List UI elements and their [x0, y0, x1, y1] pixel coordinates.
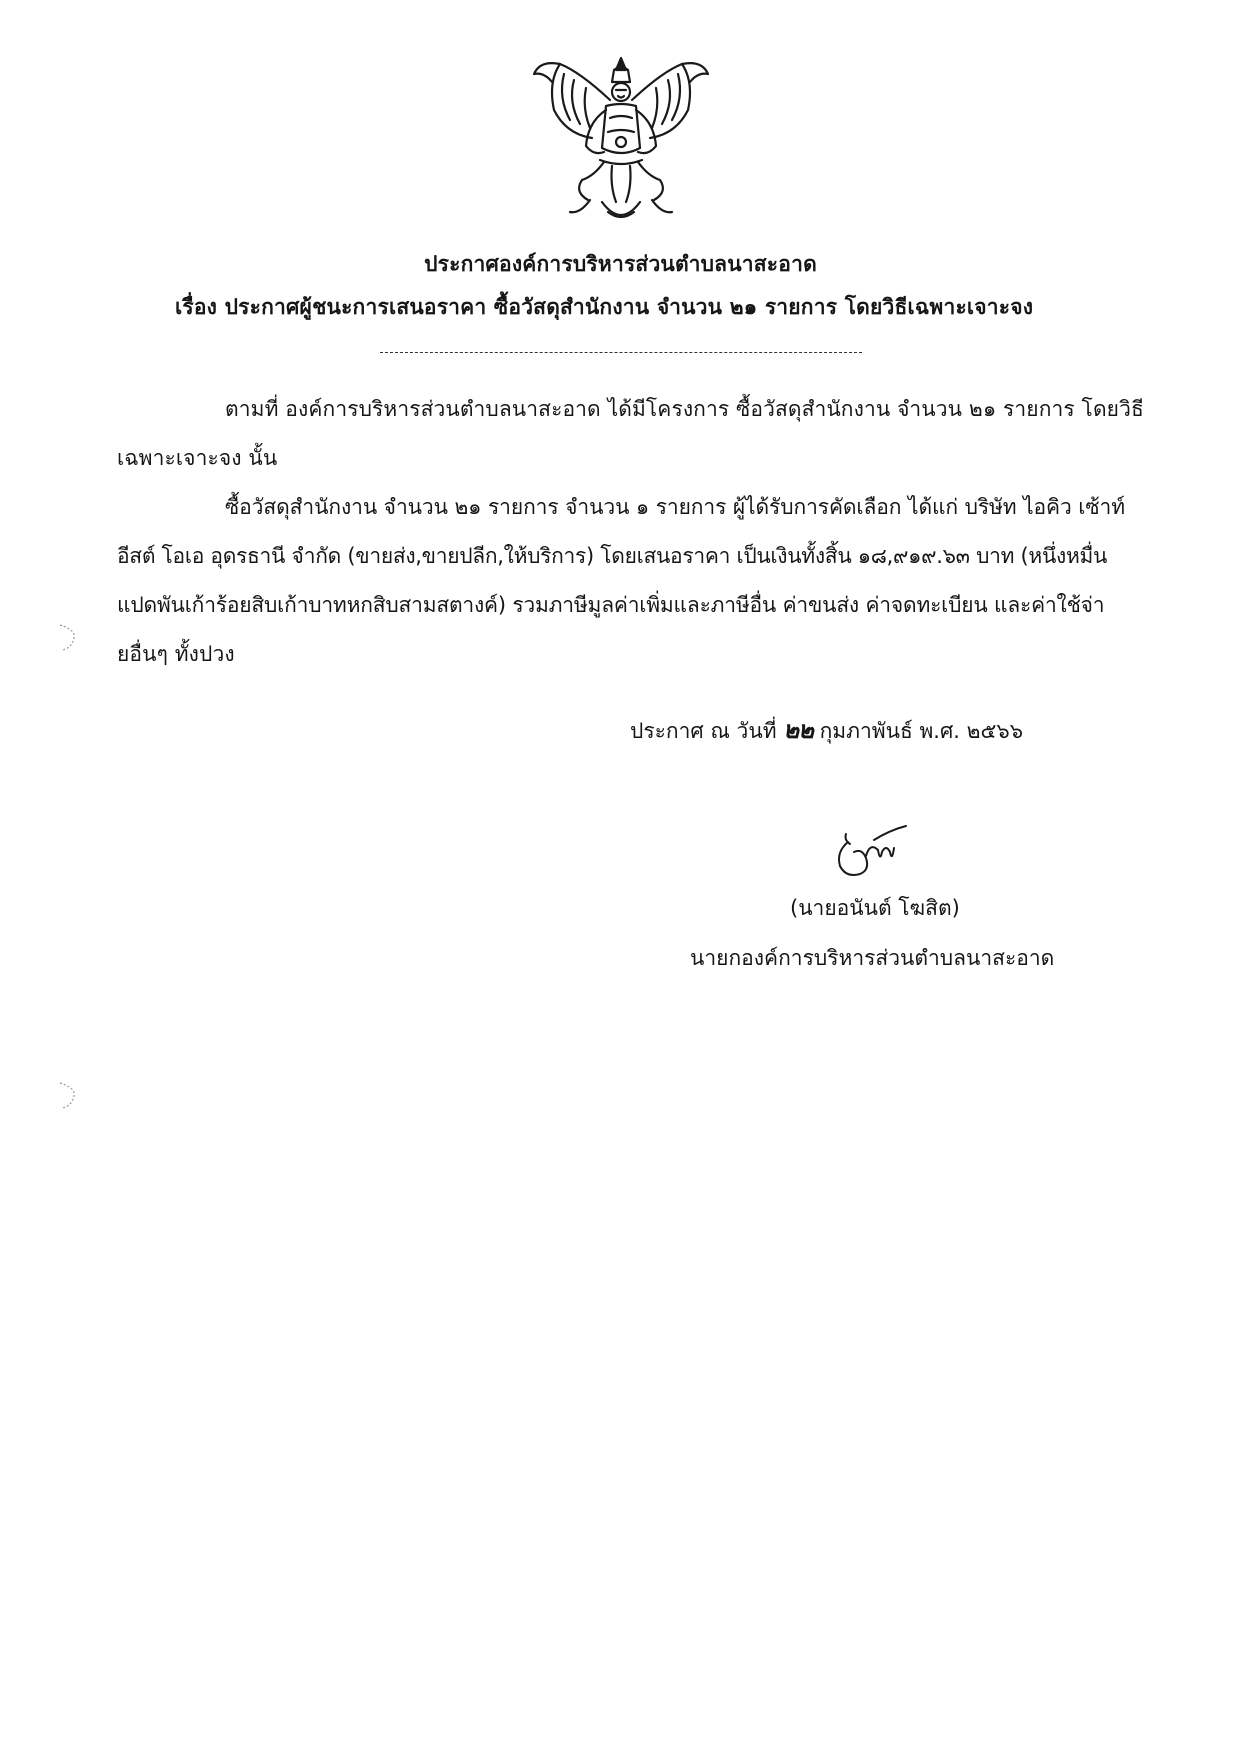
announcement-date [630, 710, 1023, 749]
signer-name: (นายอนันต์ โฆสิต) [790, 896, 960, 920]
paragraph2-line1: ซื้อวัสดุสำนักงาน จำนวน ๒๑ รายการ จำนวน ๑ รายการ ผู้ได้รับการคัดเลือก ได้แก่ บริษัท ไอคิว เซ้าท์ [225, 495, 1125, 519]
paragraph1-line1: ตามที่ องค์การบริหารส่วนตำบลนาสะอาด ได้มีโครงการ ซื้อวัสดุสำนักงาน จำนวน ๒๑ รายการ โดยวิธี [225, 397, 1144, 421]
paragraph1-line2: เฉพาะเจาะจง นั้น [117, 446, 278, 470]
punch-hole-mark [56, 622, 78, 652]
paragraph2-line4: ยอื่นๆ ทั้งปวง [117, 642, 235, 666]
date-suffix: กุมภาพันธ์ พ.ศ. ๒๕๖๖ [819, 719, 1024, 743]
announcement-subject: เรื่อง ประกาศผู้ชนะการเสนอราคา ซื้อวัสดุสำนักงาน จำนวน ๒๑ รายการ โดยวิธีเฉพาะเจาะจง [175, 295, 1034, 319]
handwritten-signature-icon [830, 822, 910, 884]
date-prefix: ประกาศ ณ วันที่ [630, 719, 777, 743]
garuda-emblem-icon [530, 52, 712, 232]
announcement-title: ประกาศองค์การบริหารส่วนตำบลนาสะอาด [424, 252, 817, 276]
paragraph2-line2: อีสต์ โอเอ อุดรธานี จำกัด (ขายส่ง,ขายปลีก,ให้บริการ) โดยเสนอราคา เป็นเงินทั้งสิ้น ๑๘,๙๑๙.๖๓ บาท (หนึ่งหมื่น [117, 544, 1108, 568]
paragraph2-line3: แปดพันเก้าร้อยสิบเก้าบาทหกสิบสามสตางค์) รวมภาษีมูลค่าเพิ่มและภาษีอื่น ค่าขนส่ง ค่าจดทะเบียน และค่าใช้จ่า [117, 593, 1105, 617]
title-divider [380, 352, 862, 353]
signer-position: นายกองค์การบริหารส่วนตำบลนาสะอาด [690, 946, 1055, 970]
date-day-handwritten: ๒๒ [783, 715, 813, 744]
punch-hole-mark [56, 1080, 78, 1110]
